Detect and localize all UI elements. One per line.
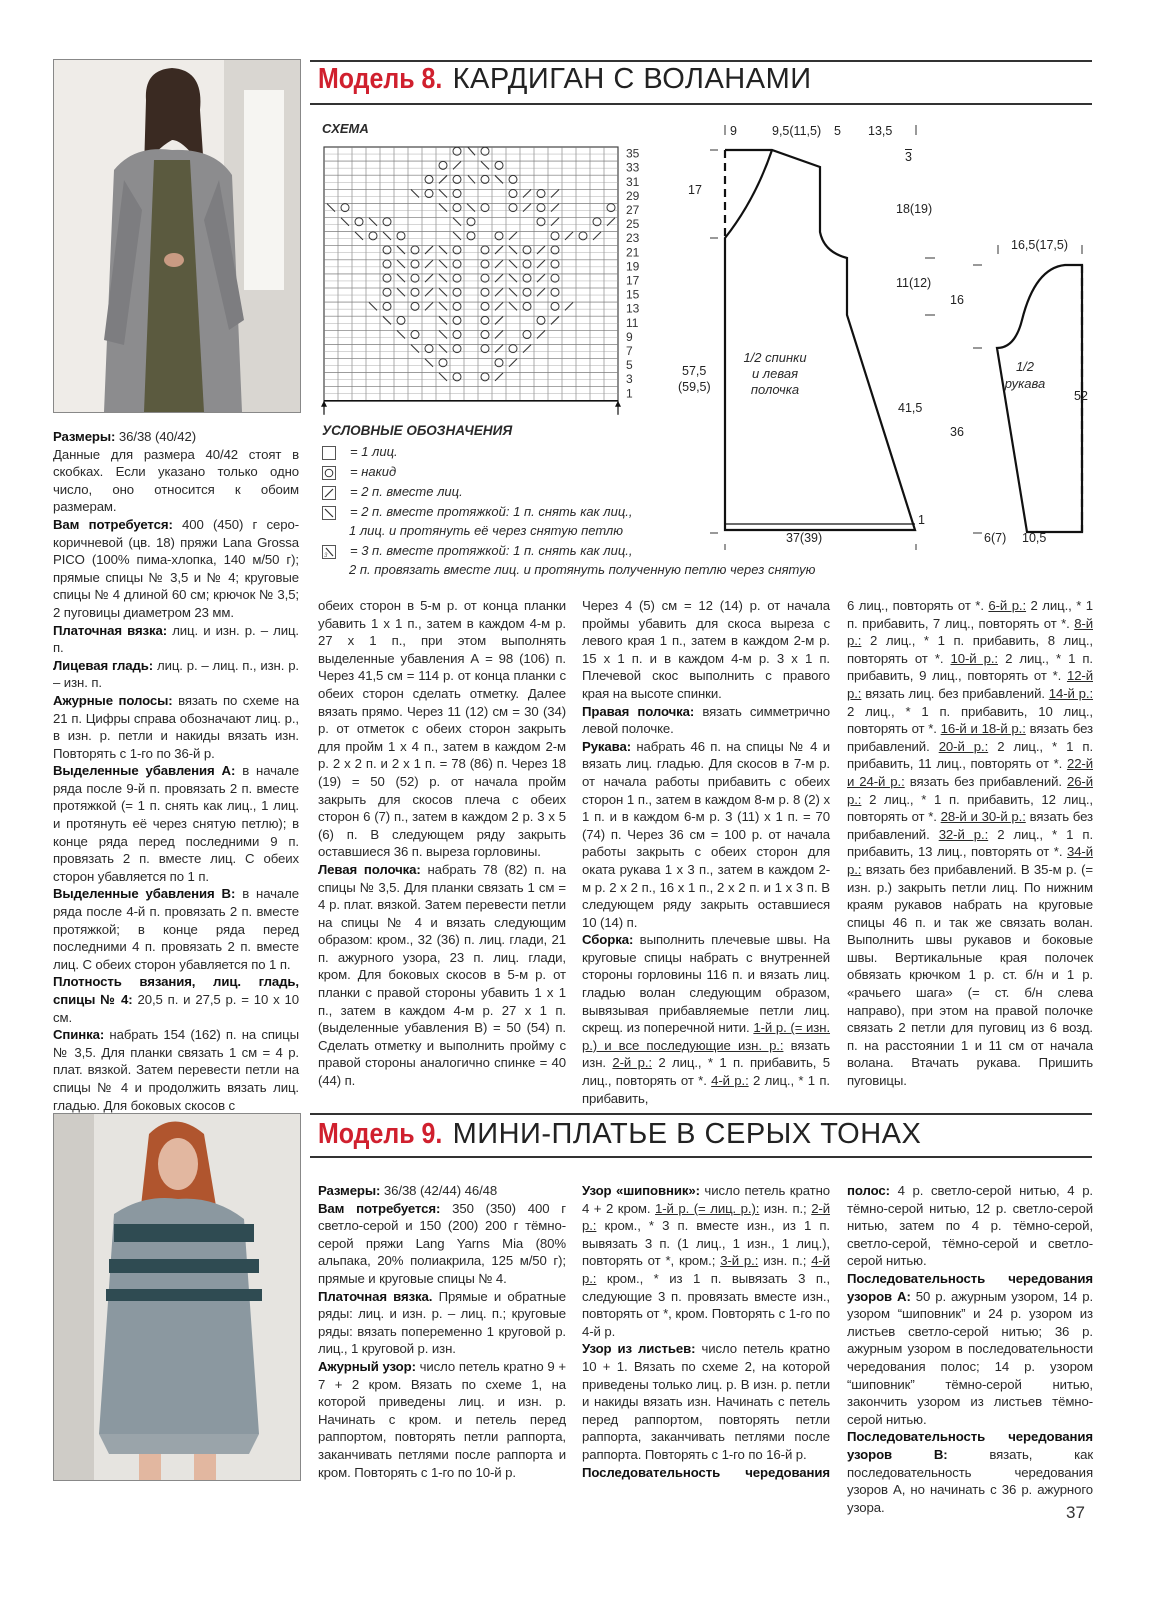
row-text: 2 лиц., * 1 п. прибавить, 7 лиц., повторять от *.	[847, 598, 1093, 631]
row-text: вязать без прибавлений.	[847, 721, 1093, 754]
row-text: 2 лиц., * 1 п. прибавить, 11 лиц., повторять от *.	[847, 738, 1094, 772]
model8-bottom-rule	[310, 103, 1092, 105]
sizes-note: Данные для размера 40/42 стоят в скобках. Если указано только одно число, оно относится к обоим размерам.	[53, 446, 299, 515]
row-ref: 10-й р.:	[950, 650, 998, 666]
knitting-chart	[318, 145, 648, 420]
dim-10-5: 10,5	[1022, 531, 1047, 545]
model9-heading	[318, 1117, 921, 1151]
dim-59-5: (59,5)	[678, 380, 711, 394]
model9-bottom-rule	[310, 1156, 1092, 1158]
row-number: 21	[626, 245, 640, 260]
row-ref: 2-й р.:	[582, 1200, 830, 1234]
label-line: полочка	[750, 382, 800, 397]
cardigan-photo-image	[54, 60, 300, 412]
legend-text: = 1 лиц.	[350, 444, 398, 459]
sleeves-text: набрать 46 п. на спицы № 4 и вязать лиц. гладью. Для скосов в 7-м р. от начала работы прибавить с обеих сторон 1 п., затем в каждом 8-м р. 8 (2) х 1 п. и в каждом 6-м р. 3 (11) х 1 п. = 70 (74) п. Через 36 см = 100 р. от начала работы закрыть с обеих сторон для оката рукава 1 х 3 п., затем в каждом 2-м р. 2 х 2 п., 16 х 1 п., 2 х 2 п. и 1 х 3 п. В следующем ряду закрыть оставшиеся 10 (14) п.	[582, 738, 830, 930]
slash-left-icon	[322, 506, 336, 520]
label-line: 1/2	[1015, 359, 1035, 374]
sleeve-outline	[997, 265, 1082, 532]
lace-text: число петель кратно 9 + 7 + 2 кром. Вязать по схеме 1, на которой приведены лиц. и изн. р. Начинать с кром. и петель перед раппортом, повторять петли раппорта, заканчивать петлями после раппорта и кром. Повторять с 1-го по 10-й р.	[318, 1358, 566, 1480]
row-number: 29	[626, 188, 640, 203]
lace-text: вязать по схеме на 21 п. Цифры справа обозначают лиц. р., в изн. р. петли и накиды вязать изн. Повторять с 1-го по 36-й р.	[53, 692, 299, 761]
arrow-head-icon	[615, 401, 621, 407]
row-number: 5	[626, 358, 633, 373]
garter-text: лиц. и изн. р. – лиц. п.	[53, 622, 299, 656]
row-text: кром., * из 1 п. вывязать 3 п., следующие 3 п. провязать вместе изн., повторять от *, кром. Повторять с 1-го по 4-й р.	[582, 1270, 830, 1339]
legend-text: = 3 п. вместе протяжкой: 1 п. снять как лиц.,	[350, 543, 633, 558]
row-number: 1	[626, 386, 633, 401]
row-ref: 20-й р.:	[938, 738, 989, 754]
row-text: вязать без прибавлений.	[861, 861, 1021, 877]
dim-3: 3	[905, 150, 912, 164]
right-front-label: Правая полочка:	[582, 703, 695, 719]
rosehip-label: Узор «шиповник»:	[582, 1183, 700, 1198]
row-ref: 2-й р.:	[612, 1055, 652, 1071]
row-text: вязать без прибавлений.	[904, 773, 1067, 789]
row-ref: 14-й р.:	[1048, 685, 1094, 701]
dress-model-photo	[53, 1113, 301, 1481]
slash-left-3-icon	[322, 545, 336, 559]
sizes-label: Размеры:	[318, 1183, 381, 1198]
label-line: и левая	[751, 366, 799, 381]
finishing-text: В 35-м р. (= изн. р.) закрыть петли лиц. По нижним краям рукавов набрать на круговые спицы 46 п. и так же связать волан. Выполнить швы рукавов и боковые швы. Вертикальные края полочек обвязать крючком 1 р. ст. б/н и 1 р. «рачьего шага» (= ст. б/н слева направо), при этом на правой полочке связать 2 петли для пуговиц из 6 возд. п. на расстоянии 1 и 11 см от начала волана. Втачать рукава. Пришить пуговицы.	[847, 861, 1093, 1089]
model9-column-2	[582, 1182, 830, 1481]
row-text: 2 лиц., * 1 п. прибавить, 12 лиц., повторять от *.	[847, 791, 1093, 825]
dec-a-label: Выделенные убавления А:	[53, 763, 236, 779]
row-text: 2 лиц., * 1 п. прибавить, 9 лиц., повторять от *.	[847, 650, 1093, 684]
arrow-head-icon	[321, 401, 327, 407]
row-ref: 1-й р. (= изн. р.) и все последующие изн. р.:	[582, 1020, 831, 1053]
sleeve-label	[995, 358, 1055, 392]
dress-photo-image	[54, 1114, 300, 1480]
dec-b-label: Выделенные убавления В:	[53, 886, 236, 902]
assembly-text: выполнить плечевые швы. На круговые спицы набрать с внутренней стороны горловины 116 п. и вязать лиц. гладью волан следующим образом, вывязывая прибавляемые петли лиц. скрещ. из поперечной нити.	[582, 932, 830, 1036]
legend-text: = 2 п. вместе лиц.	[350, 484, 463, 499]
row-ref: 28-й и 30-й р.:	[940, 809, 1026, 825]
model8-column-3	[582, 597, 830, 1107]
row-text: 2 лиц., * 1 п. прибавить, 13 лиц., повторять от *.	[847, 826, 1094, 860]
materials-text: 350 (350) 400 г светло-серой и 150 (200) 200 г тёмно-серой пряжи Lang Yarns Mia (80% альпака, 20% полиакрила, 125 м/50 г); прямые и круговые спицы № 4.	[318, 1200, 566, 1286]
row-text: 2 лиц., * 1 п. прибавить, 8 лиц., повторять от *.	[847, 633, 1093, 666]
row-text: вязать изн.	[582, 1037, 831, 1071]
sequence-a-label: Последовательность чередования узоров А:	[847, 1270, 1093, 1304]
left-front-text: набрать 78 (82) п. на спицы № 3,5. Для планки связать 1 см = 4 р. плат. вязкой. Затем перевести петли на спицы № 4 и вязать следующим образом: кром., 32 (36) п. лиц. глади, 21 п. ажурного узора, 23 п. лиц. глади, кром. Для боковых скосов в 5-м р. от планки с правой стороны убавить 1 х 1 п., затем в каждом 4-м р. 27 х 1 п. (выделенные убавления В) = 50 (54) п. Сделать отметку и выполнить пройму с правой стороны аналогично спинке = 40 (44) п.	[318, 861, 567, 1089]
legend-item-ssk-cont: 1 лиц. и протянуть её через снятую петлю	[349, 523, 623, 538]
label-line: рукава	[1004, 376, 1046, 391]
row-number: 25	[626, 217, 640, 232]
legend-item-k2tog	[322, 483, 463, 500]
row-number: 13	[626, 301, 640, 316]
row-number: 3	[626, 372, 633, 387]
dim-57-5: 57,5	[682, 364, 707, 378]
garter-text: Прямые и обратные ряды: лиц. и изн. р. – лиц. п.; круговые ряды: вязать попеременно 1 круговой р. лиц., 1 круговой р. изн.	[318, 1288, 566, 1357]
row-text: 2 лиц., * 1 п. прибавить, 5 лиц., повторять от *.	[582, 1055, 830, 1089]
legend-text: = 2 п. вместе протяжкой: 1 п. снять как лиц.,	[350, 504, 633, 519]
row-text: 2 лиц., * 1 п. прибавить,	[582, 1073, 830, 1106]
dim-16-5: 16,5(17,5)	[1011, 238, 1068, 252]
dim-9-5: 9,5(11,5)	[772, 124, 822, 138]
assembly-label: Сборка:	[582, 932, 634, 948]
row-text: изн. п.;	[758, 1253, 812, 1269]
materials-label: Вам потребуется:	[318, 1200, 441, 1216]
dec-a-text: в начале ряда после 9-й п. провязать 2 п. вместе протяжкой (= 1 п. снять как лиц., 1 лиц. и протянуть её через снятую петлю); в конце ряда перед последними 9 п. провязать 2 п. вместе лиц. С обеих сторон убавляется по 1 п.	[53, 763, 299, 884]
gauge-text: 20,5 п. и 27,5 р. = 10 х 10 см.	[53, 992, 300, 1025]
row-number: 9	[626, 329, 633, 344]
legend-text: = накид	[350, 464, 397, 479]
page-number: 37	[1066, 1503, 1085, 1522]
legend-item-knit	[322, 443, 398, 460]
rosehip-text: число петель кратно 4 + 2 кром.	[582, 1183, 830, 1216]
dim-36: 36	[950, 425, 964, 439]
back-text: набрать 154 (162) п. на спицы № 3,5. Для планки связать 1 см = 4 р. плат. вязкой. Затем перевести петли на спицы № 4 и продолжить вязать лиц. гладью. Для боковых скосов с	[53, 1027, 299, 1113]
row-number: 19	[626, 259, 640, 274]
model8-heading	[318, 62, 812, 96]
gauge-label: Плотность вязания, лиц. гладь, спицы № 4:	[53, 974, 299, 1007]
row-number: 7	[626, 343, 633, 358]
sizes-value: 36/38 (42/44) 46/48	[380, 1183, 498, 1198]
row-ref: 4-й р.:	[711, 1073, 749, 1089]
model8-column-4	[847, 597, 1093, 1090]
dim-6-7: 6(7)	[984, 531, 1007, 545]
dim-18-19: 18(19)	[896, 202, 933, 216]
row-ref: 32-й р.:	[938, 826, 989, 842]
legend-title: УСЛОВНЫЕ ОБОЗНАЧЕНИЯ	[322, 423, 513, 438]
row-number: 23	[626, 231, 640, 246]
row-ref: 26-й р.:	[847, 773, 1093, 807]
row-text: кром., * 3 п. вместе изн., из 1 п. вывязать 3 п. (1 лиц., 1 изн., 1 лиц.), повторять от *, кром.;	[582, 1218, 830, 1269]
neck-shaping-text: Через 4 (5) см = 12 (14) р. от начала проймы убавить для скоса выреза с левого края 1 п., затем в каждом 2-м р. 15 х 1 п. и в каждом 4-м р. 3 х 1 п. Плечевой скос выполнить с правого края на высоте спинки.	[582, 598, 830, 701]
sequence-a-text: 50 р. ажурным узором, 14 р. узором “шиповник” и 24 р. узором из листьев светло-серой нитью; 36 р. ажурным узором в последовательности чередования полос; 14 р. узором “шиповник” тёмно-серой нитью, закончить узором из листьев тёмно-серой нитью.	[847, 1288, 1094, 1427]
back-label: Спинка:	[53, 1027, 105, 1043]
row-number: 27	[626, 202, 640, 217]
row-ref: 22-й и 24-й р.:	[847, 756, 1093, 789]
row-number: 33	[626, 160, 640, 175]
model8-number: Модель 8.	[318, 63, 443, 95]
lace-label: Ажурный узор:	[318, 1358, 416, 1374]
row-ref: 12-й р.:	[847, 668, 1093, 701]
row-number: 11	[626, 315, 639, 330]
model9-title: МИНИ-ПЛАТЬЕ В СЕРЫХ ТОНАХ	[452, 1118, 922, 1150]
model9-column-3	[847, 1182, 1093, 1516]
stripes-text: 4 р. светло-серой нитью, 4 р. тёмно-серой нитью, 12 р. светло-серой нитью, затем по 4 р. тёмно-серой, светло-серой, тёмно-серой и светло-серой нитью.	[847, 1183, 1093, 1269]
garment-schematic	[670, 120, 1100, 550]
leaf-label: Узор из листьев:	[582, 1341, 696, 1357]
label-line: 1/2 спинки	[743, 350, 807, 365]
row-text: изн. п.;	[759, 1200, 812, 1216]
row-ref: 34-й р.:	[847, 844, 1093, 877]
dim-13-5: 13,5	[868, 124, 893, 138]
row-number: 35	[626, 146, 640, 161]
row-ref: 8-й р.:	[847, 615, 1093, 649]
legend-item-ssk	[322, 503, 633, 520]
materials-text: 400 (450) г серо-коричневой (цв. 18) пряжи Lana Grossa PICO (100% пима-хлопка, 140 м/50 г); прямые спицы № 3,5 и № 4; круговые спицы № 4 длиной 60 см; крючок № 3,5; 2 пуговицы диаметром 23 мм.	[53, 516, 299, 620]
stripes-label: полос:	[847, 1183, 890, 1198]
lace-label: Ажурные полосы:	[53, 692, 173, 708]
model8-title: КАРДИГАН С ВОЛАНАМИ	[452, 63, 812, 95]
row-text: вязать без прибавлений.	[847, 809, 1093, 842]
row-ref: 3-й р.:	[720, 1253, 759, 1269]
dim-11-12: 11(12)	[896, 276, 932, 290]
model9-number: Модель 9.	[318, 1118, 443, 1150]
stripe-sequence-label: Последовательность чередования	[582, 1464, 830, 1480]
row-text: вязать лиц. без прибавлений.	[861, 685, 1049, 701]
garter-label: Платочная вязка:	[53, 622, 168, 638]
row-ref: 6-й р.:	[988, 598, 1027, 613]
sequence-b-text: вязать, как последовательность чередования узоров А, но начинать с 36 р. ажурного узора.	[847, 1446, 1093, 1515]
back-front-outline	[725, 150, 915, 530]
right-front-text: вязать симметрично левой полочке.	[582, 703, 830, 737]
sizes-label: Размеры:	[53, 429, 116, 444]
cardigan-model-photo	[53, 59, 301, 413]
svg-text:3: 3	[324, 552, 328, 558]
legend-item-sk2p	[322, 542, 633, 559]
leaf-text: число петель кратно 10 + 1. Вязать по схеме 2, на которой приведены только лиц. р. В изн. р. петли и накиды вязать изн. Начинать с петель перед раппортом, повторять петли раппорта, заканчивать петлями после раппорта. Повторять с 1-го по 16-й р.	[582, 1341, 830, 1462]
row-ref: 1-й р. (= лиц. р.):	[655, 1200, 760, 1216]
left-front-label: Левая полочка:	[318, 861, 421, 877]
sizes-value: 36/38 (40/42)	[115, 429, 197, 444]
stockinette-text: лиц. р. – лиц. п., изн. р. – изн. п.	[53, 657, 299, 691]
dim-37-39: 37(39)	[786, 531, 823, 545]
stockinette-label: Лицевая гладь:	[53, 657, 154, 673]
model9-column-1	[318, 1182, 566, 1481]
row-text: 2 лиц., * 1 п. прибавить, 10 лиц., повторять от *.	[847, 703, 1093, 737]
dim-5: 5	[834, 124, 841, 138]
back-front-label	[735, 350, 815, 398]
row-number: 31	[626, 174, 640, 189]
dim-16: 16	[950, 293, 964, 307]
sequence-b-label: Последовательность чередования узоров В:	[847, 1429, 1093, 1462]
row-number: 15	[626, 287, 640, 302]
back-continued-text: обеих сторон в 5-м р. от конца планки убавить 1 х 1 п., затем в каждом 4-м р. 27 х 1 п., при этом выполнять выделенные убавления А = 98 (106) п. Через 41,5 см = 114 р. от конца планки с обеих сторон сделать отметку. Далее вязать прямо. Через 11 (12) см = 30 (34) р. от отметок с обеих сторон закрыть для пройм 1 х 4 п., затем в каждом 2-м р. 2 х 2 п. и 2 х 1 п. = 78 (86) п. Через 18 (19) = 50 (52) р. от начала пройм закрыть для скосов плеча с обеих сторон 6 (7) п., затем в каждом 2 р. 3 х 5 (6) п. В следующем ряду закрыть оставшиеся 36 п. выреза горловины.	[318, 598, 566, 860]
empty-square-icon	[322, 446, 336, 460]
dim-1: 1	[918, 513, 925, 527]
chart-label: СХЕМА	[322, 121, 369, 136]
slash-right-icon	[322, 486, 336, 500]
dim-41-5: 41,5	[898, 401, 923, 415]
dim-17: 17	[688, 183, 702, 197]
row-ref: 16-й и 18-й р.:	[940, 721, 1026, 737]
row-number: 17	[626, 273, 640, 288]
garter-label: Платочная вязка.	[318, 1288, 433, 1304]
row-text: 6 лиц., повторять от *.	[847, 598, 989, 613]
dim-52: 52	[1074, 389, 1088, 403]
sleeves-label: Рукава:	[582, 738, 632, 754]
model9-top-rule	[310, 1113, 1092, 1115]
materials-label: Вам потребуется:	[53, 516, 173, 532]
model8-column-1	[53, 428, 299, 1114]
model8-column-2	[318, 597, 566, 1090]
dec-b-text: в начале ряда после 4-й п. провязать 2 п. вместе протяжкой; в конце ряда перед последними 4 п. провязать 2 п. вместе лиц. С обеих сторон убавляется по 1 п.	[53, 886, 299, 972]
row-ref: 4-й р.:	[582, 1253, 830, 1286]
dim-9: 9	[730, 124, 737, 138]
legend-item-yarn-over	[322, 463, 396, 480]
legend-item-sk2p-cont: 2 п. провязать вместе лиц. и протянуть полученную петлю через снятую	[349, 562, 816, 577]
circle-yarn-over-icon	[322, 466, 336, 480]
